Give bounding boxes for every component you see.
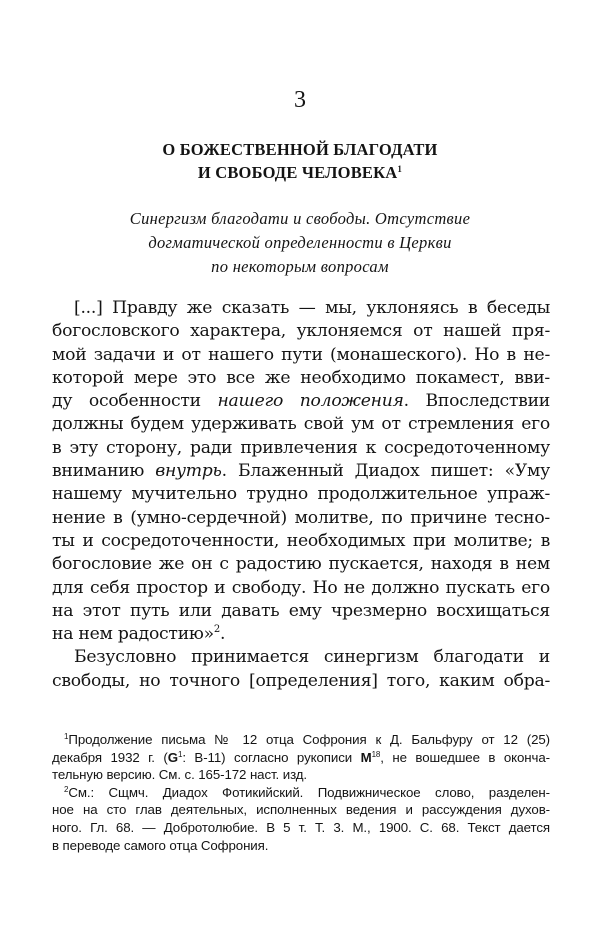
footnote-marker: 1	[64, 732, 69, 741]
subtitle-line-1: Синергизм благодати и свободы. Отсутствие	[129, 209, 471, 228]
subtitle-line-2: догматической определенности в Церкви	[148, 233, 452, 252]
footnote-marker: 2	[64, 784, 69, 794]
text-line	[52, 670, 550, 693]
text-sup: 1	[177, 749, 183, 759]
text-line	[52, 344, 550, 367]
text-span: .	[220, 624, 226, 645]
text-span: , не вошедшее в оконча-	[380, 749, 550, 765]
chapter-title-line-2-text: И СВОБОДЕ ЧЕЛОВЕКА	[197, 163, 398, 182]
chapter-title-line-1: О БОЖЕСТВЕННОЙ БЛАГОДАТИ	[162, 140, 438, 159]
text-span: для себя простор и свободу. Но не должно пускать его	[52, 577, 550, 598]
text-line	[52, 390, 550, 413]
text-span: должны будем удерживать свой ум от стремления его	[52, 414, 550, 435]
text-line	[52, 577, 550, 600]
text-span: мой задачи и от нашего пути (монашеского). Но в не-	[52, 344, 550, 365]
text-span: Безусловно принимается синергизм благодати и	[74, 647, 550, 668]
chapter-title-line-2	[0, 161, 600, 184]
manuscript-code: G	[167, 749, 178, 765]
chapter-title	[0, 138, 600, 184]
footnote-1-line	[52, 766, 550, 784]
text-span: ного. Гл. 68. — Добротолюбие. В 5 т. Т. 3. М., 1900. С. 68. Текст дается	[52, 819, 550, 835]
text-span: ное на сто глав деятельных, исполненных ведения и рассуждения духов-	[52, 802, 550, 818]
footnote-2-line	[52, 801, 550, 819]
text-span: вниманию	[52, 461, 156, 482]
text-line	[52, 320, 550, 343]
text-span: на нем радостию»	[52, 624, 214, 645]
text-span: которой мере это все же необходимо покамест, вви-	[52, 367, 550, 388]
text-span: . Блаженный Диадох пишет: «Уму	[221, 461, 550, 482]
footnote-2-line	[52, 784, 550, 802]
text-line	[52, 507, 550, 530]
text-span: свободы, но точного [определения] того, каким обра-	[52, 670, 550, 691]
text-line	[52, 646, 550, 669]
emphasis-text: нашего положения	[217, 391, 404, 412]
footnotes	[52, 731, 550, 854]
footnote-ref-2[interactable]: 2	[213, 624, 220, 636]
text-span: : B-11) согласно рукописи	[182, 749, 361, 765]
chapter-subtitle	[0, 207, 600, 279]
text-line	[52, 600, 550, 623]
text-span: богословие же он с радостию пускается, находя в нем	[52, 554, 550, 575]
text-span: ты и сосредоточенности, необходимых при молитве; в	[52, 530, 550, 551]
text-span: Продолжение письма № 12 отца Софрония к Д. Бальфуру от 12 (25)	[68, 732, 550, 747]
text-span: в эту сторону, ради привлечения к сосредоточенному	[52, 437, 550, 458]
text-span: ду особенности	[52, 391, 218, 412]
text-line	[52, 367, 550, 390]
text-span: в переводе самого отца Софрония.	[52, 837, 269, 853]
text-line	[52, 530, 550, 553]
text-line	[52, 413, 550, 436]
text-span: нение в (умно-сердечной) молитве, по причине тесно-	[52, 507, 550, 528]
footnote-2-line	[52, 819, 550, 837]
text-span: нашему мучительно трудно продолжительное упраж-	[52, 484, 550, 505]
chapter-number: 3	[294, 87, 306, 113]
text-line	[52, 460, 550, 483]
text-line	[52, 553, 550, 576]
text-span: декабря 1932 г. (	[52, 749, 168, 765]
text-span: тельную версию. См. с. 165-172 наст. изд.	[52, 767, 308, 783]
footnote-2-line	[52, 837, 550, 855]
text-span: богословского характера, уклоняемся от нашей пря-	[52, 321, 550, 342]
text-span: [...] Правду же сказать — мы, уклоняясь в беседы	[74, 298, 550, 318]
text-line	[52, 483, 550, 506]
manuscript-code: M	[360, 749, 372, 765]
footnote-ref-1[interactable]: 1	[397, 164, 403, 174]
text-span: См.: Сщмч. Диадох Фотикийский. Подвижническое слово, разделен-	[68, 784, 550, 800]
emphasis-text: внутрь	[155, 461, 222, 482]
text-sup: 18	[371, 749, 381, 759]
footnote-1-line	[52, 749, 550, 767]
text-line	[52, 297, 550, 320]
text-line	[52, 437, 550, 460]
text-line	[52, 623, 550, 646]
subtitle-line-3: по некоторым вопросам	[211, 257, 389, 276]
text-span: . Впоследствии	[403, 391, 550, 412]
text-span: на этот путь или давать ему чрезмерно восхищаться	[52, 600, 550, 621]
footnote-1-line	[52, 731, 550, 749]
body-text	[52, 297, 550, 693]
